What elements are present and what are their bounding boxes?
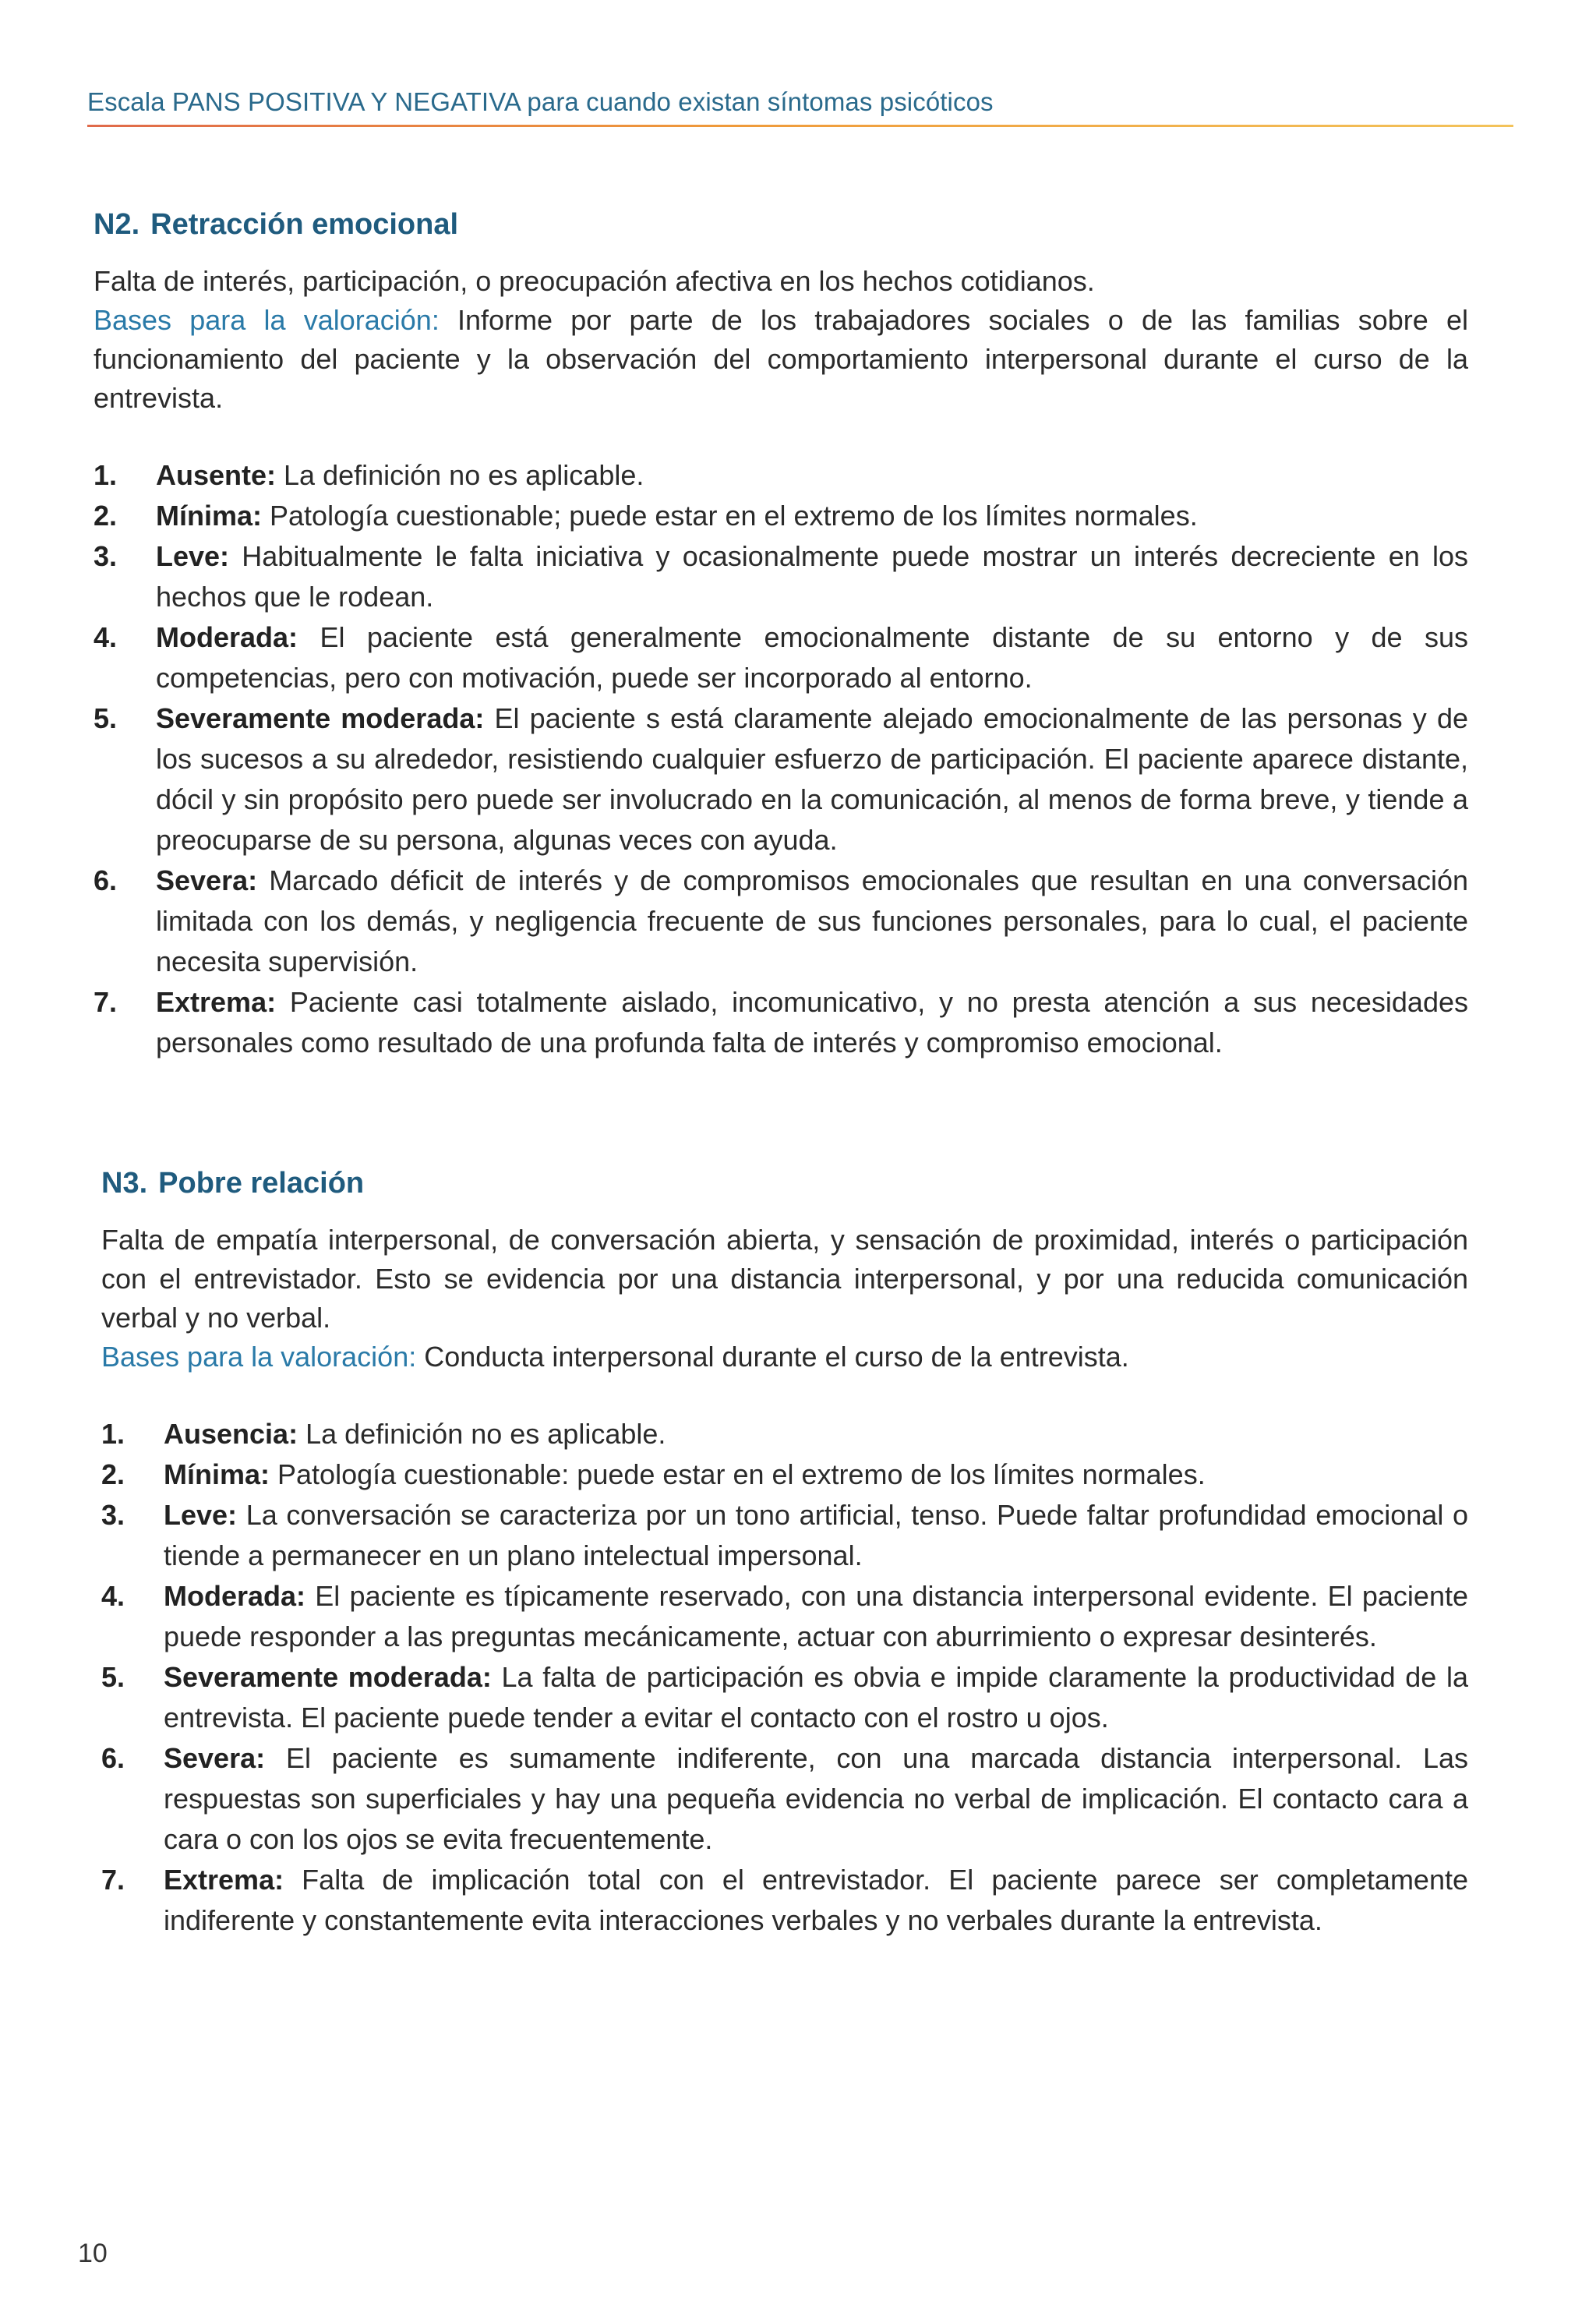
level-body xyxy=(164,1495,1468,1576)
level-body xyxy=(156,536,1468,617)
level-body xyxy=(156,982,1468,1063)
level-text: El paciente está generalmente emocionalmente distante de su entorno y de sus competencias, pero con motivación, puede ser incorporado al entorno. xyxy=(156,621,1468,694)
level-text: La falta de participación es obvia e impide claramente la productividad de la entrevista. El paciente puede tender a evitar el contacto con el rostro u ojos. xyxy=(164,1661,1468,1734)
basis-label: Bases para la valoración: xyxy=(101,1341,417,1373)
level-number: 3. xyxy=(94,540,118,572)
level-name: Mínima: xyxy=(156,500,263,532)
level-name: Severamente moderada: xyxy=(156,702,485,734)
page-number: 10 xyxy=(78,2239,108,2268)
level-number: 6. xyxy=(94,864,118,896)
level-number: 2. xyxy=(101,1458,125,1490)
level-number: 1. xyxy=(101,1418,125,1450)
section-heading xyxy=(101,1163,1468,1203)
level-name: Extrema: xyxy=(156,986,277,1018)
basis-label: Bases para la valoración: xyxy=(94,304,440,336)
section-basis xyxy=(101,1338,1468,1377)
level-text: La definición no es aplicable. xyxy=(276,459,644,491)
level-text: Marcado déficit de interés y de compromisos emocionales que resultan en una conversación limitada con los demás, y negligencia frecuente de sus funciones personales, para lo cual, el paciente necesita supervisión. xyxy=(156,864,1468,977)
level-name: Leve: xyxy=(164,1499,238,1531)
level-body xyxy=(156,455,1468,496)
level-body xyxy=(164,1738,1468,1860)
basis-text: Conducta interpersonal durante el curso de la entrevista. xyxy=(416,1341,1129,1373)
section-code: N3. xyxy=(101,1167,148,1200)
level-number: 7. xyxy=(101,1864,125,1896)
section-code: N2. xyxy=(94,208,140,241)
level-name: Moderada: xyxy=(164,1580,306,1612)
level-body xyxy=(156,698,1468,861)
level-text: Habitualmente le falta iniciativa y ocasionalmente puede mostrar un interés decreciente en los hechos que le rodean. xyxy=(156,540,1468,613)
level-number: 5. xyxy=(101,1661,125,1693)
section-basis xyxy=(94,301,1468,418)
level-number: 2. xyxy=(94,500,118,532)
level-body xyxy=(156,617,1468,698)
section-heading xyxy=(94,204,1468,245)
level-item xyxy=(101,1495,1468,1576)
level-item xyxy=(94,617,1468,698)
level-list xyxy=(101,1414,1468,1941)
level-item xyxy=(101,1657,1468,1738)
level-item xyxy=(94,455,1468,496)
level-body xyxy=(164,1454,1468,1495)
level-text: Falta de implicación total con el entrevistador. El paciente parece ser completamente indiferente y constantemente evita interacciones verbales y no verbales durante la entrevista. xyxy=(164,1864,1468,1936)
level-name: Leve: xyxy=(156,540,230,572)
level-list xyxy=(94,455,1468,1063)
level-number: 6. xyxy=(101,1742,125,1774)
level-name: Extrema: xyxy=(164,1864,284,1896)
level-body xyxy=(164,1414,1468,1454)
level-name: Severa: xyxy=(164,1742,266,1774)
level-name: Ausencia: xyxy=(164,1418,298,1450)
level-name: Moderada: xyxy=(156,621,298,653)
level-body xyxy=(164,1657,1468,1738)
level-text: Patología cuestionable: puede estar en el extremo de los límites normales. xyxy=(270,1458,1206,1490)
level-name: Mínima: xyxy=(164,1458,270,1490)
level-item xyxy=(101,1576,1468,1657)
basis-text: Informe por parte de los trabajadores sociales o de las familias sobre el funcionamiento del paciente y la observación del comportamiento interpersonal durante el curso de la entrevista. xyxy=(94,304,1468,414)
level-text: La definición no es aplicable. xyxy=(298,1418,666,1450)
section-n3 xyxy=(101,1163,1468,1941)
section-n2 xyxy=(94,204,1468,1063)
level-body xyxy=(164,1860,1468,1941)
level-text: La conversación se caracteriza por un tono artificial, tenso. Puede faltar profundidad emocional o tiende a permanecer en un plano intelectual impersonal. xyxy=(164,1499,1468,1571)
level-body xyxy=(156,861,1468,982)
level-number: 3. xyxy=(101,1499,125,1531)
level-number: 4. xyxy=(101,1580,125,1612)
level-name: Severa: xyxy=(156,864,258,896)
level-number: 5. xyxy=(94,702,118,734)
level-number: 4. xyxy=(94,621,118,653)
level-item xyxy=(94,496,1468,536)
level-body xyxy=(164,1576,1468,1657)
level-item xyxy=(101,1860,1468,1941)
level-item xyxy=(94,698,1468,861)
level-item xyxy=(101,1454,1468,1495)
level-item xyxy=(94,861,1468,982)
level-item xyxy=(94,982,1468,1063)
level-number: 1. xyxy=(94,459,118,491)
section-title: Pobre relación xyxy=(158,1167,365,1200)
level-text: Paciente casi totalmente aislado, incomunicativo, y no presta atención a sus necesidades personales como resultado de una profunda falta de interés y compromiso emocional. xyxy=(156,986,1468,1059)
level-number: 7. xyxy=(94,986,118,1018)
running-header: Escala PANS POSITIVA Y NEGATIVA para cuando existan síntomas psicóticos xyxy=(87,87,994,116)
level-item xyxy=(101,1414,1468,1454)
level-body xyxy=(156,496,1468,536)
level-item xyxy=(94,536,1468,617)
level-text: Patología cuestionable; puede estar en el extremo de los límites normales. xyxy=(262,500,1198,532)
level-text: El paciente s está claramente alejado emocionalmente de las personas y de los sucesos a su alrededor, resistiendo cualquier esfuerzo de participación. El paciente aparece distante, dócil y sin propósito pero puede ser involucrado en la comunicación, al menos de forma breve, y tiende a preocuparse de su persona, algunas veces con ayuda. xyxy=(156,702,1468,856)
level-item xyxy=(101,1738,1468,1860)
level-name: Severamente moderada: xyxy=(164,1661,492,1693)
level-text: El paciente es típicamente reservado, con una distancia interpersonal evidente. El paciente puede responder a las preguntas mecánicamente, actuar con aburrimiento o expresar desinterés. xyxy=(164,1580,1468,1652)
header-rule xyxy=(87,125,1513,127)
section-definition: Falta de empatía interpersonal, de conversación abierta, y sensación de proximidad, interés o participación con el entrevistador. Esto se evidencia por una distancia interpersonal, y por una reducida comunicación verbal y no verbal. xyxy=(101,1224,1468,1334)
section-definition: Falta de interés, participación, o preocupación afectiva en los hechos cotidianos. xyxy=(94,265,1095,297)
level-name: Ausente: xyxy=(156,459,277,491)
section-title: Retracción emocional xyxy=(150,208,459,241)
level-text: El paciente es sumamente indiferente, con una marcada distancia interpersonal. Las respuestas son superficiales y hay una pequeña evidencia no verbal de implicación. El contacto cara a cara o con los ojos se evita frecuentemente. xyxy=(164,1742,1468,1855)
